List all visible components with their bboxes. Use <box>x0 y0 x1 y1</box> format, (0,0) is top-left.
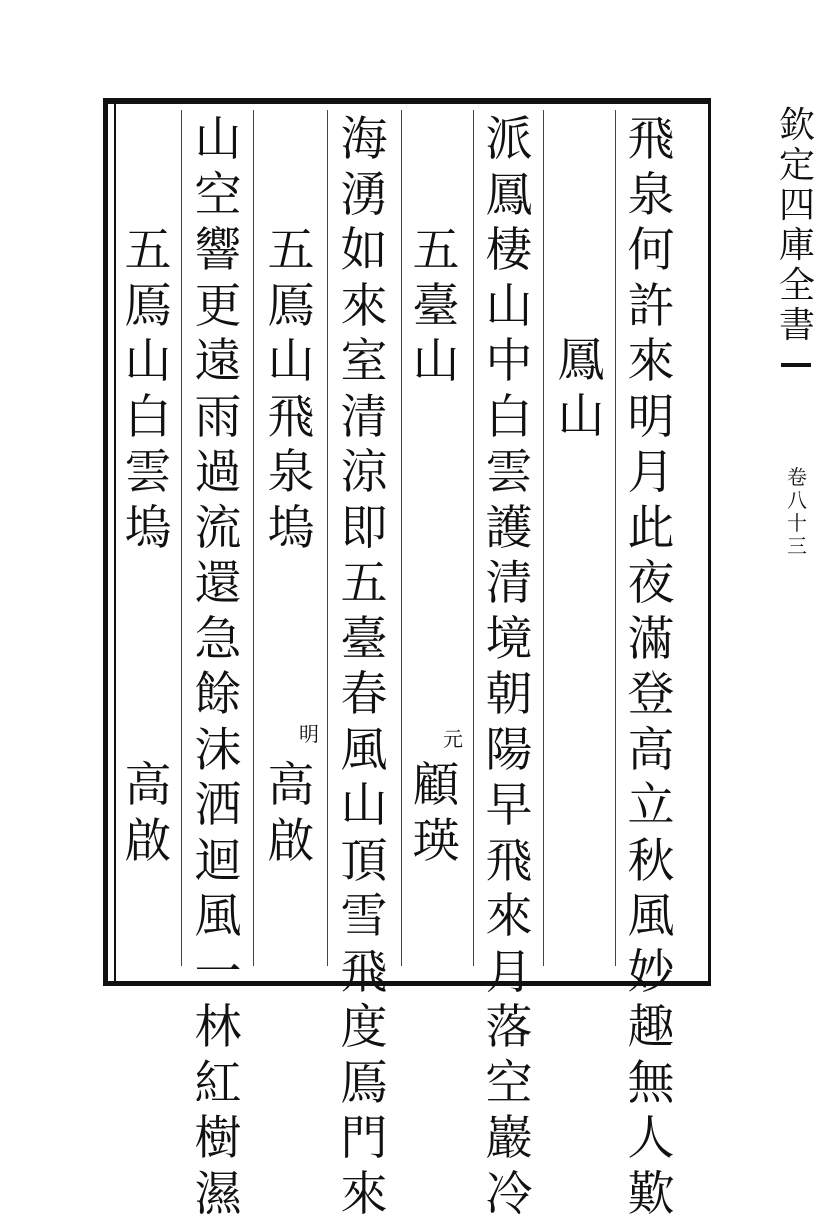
character: 無 <box>628 1056 675 1112</box>
book-title <box>777 106 817 346</box>
character: 山 <box>341 778 388 834</box>
character: 一 <box>195 945 242 1001</box>
character: 雲 <box>125 445 172 501</box>
volume-label <box>785 466 809 558</box>
character: 早 <box>486 778 533 834</box>
character: 來 <box>341 279 388 335</box>
character: 急 <box>195 612 242 668</box>
column-rule <box>253 110 254 966</box>
column-title-baiyunwu <box>120 223 176 556</box>
character: 門 <box>341 1111 388 1167</box>
character: 樹 <box>195 1111 242 1167</box>
column-rule <box>327 110 328 966</box>
character: 巖 <box>486 1111 533 1167</box>
character: 空 <box>486 1056 533 1112</box>
column-title-fengshan <box>553 333 609 444</box>
character: 雪 <box>341 889 388 945</box>
character: 遠 <box>195 334 242 390</box>
character: 山 <box>195 112 242 168</box>
character: 落 <box>486 1000 533 1056</box>
character: 林 <box>195 1000 242 1056</box>
character: 五 <box>413 223 460 279</box>
author-gao-qi-1 <box>263 758 319 869</box>
character: 過 <box>195 445 242 501</box>
author-gu-ying <box>408 758 464 869</box>
character: 歎 <box>628 1167 675 1222</box>
column-title-feiquanwu <box>263 223 319 556</box>
border-left <box>103 98 108 986</box>
dynasty-ming: 明 <box>299 718 319 747</box>
character: 即 <box>341 501 388 557</box>
character: 還 <box>195 556 242 612</box>
character: 立 <box>628 778 675 834</box>
character: 清 <box>341 390 388 446</box>
character: 顧 <box>413 758 460 814</box>
character: 流 <box>195 501 242 557</box>
character: 中 <box>486 334 533 390</box>
character: 啟 <box>125 814 172 870</box>
character: 陽 <box>486 723 533 779</box>
character: 冷 <box>486 1167 533 1222</box>
character: 全 <box>779 266 815 306</box>
character: 春 <box>341 667 388 723</box>
character: 棲 <box>486 223 533 279</box>
character: 度 <box>341 1000 388 1056</box>
character: 塢 <box>125 501 172 557</box>
character: 飛 <box>268 390 315 446</box>
page-frame <box>103 98 711 986</box>
character: 飛 <box>486 834 533 890</box>
dynasty-yuan: 元 <box>443 723 463 752</box>
character: 泉 <box>268 445 315 501</box>
character: 如 <box>341 223 388 279</box>
character: 塢 <box>268 501 315 557</box>
character: 山 <box>268 334 315 390</box>
character: 來 <box>341 1167 388 1222</box>
character: 五 <box>341 556 388 612</box>
column-poem-4 <box>190 112 246 1222</box>
column-rule <box>615 110 616 966</box>
character: 五 <box>125 223 172 279</box>
character: 高 <box>268 758 315 814</box>
character: 白 <box>486 390 533 446</box>
character: 秋 <box>628 834 675 890</box>
character: 趣 <box>628 1000 675 1056</box>
character: 空 <box>195 168 242 224</box>
column-title-wutaishan <box>408 223 464 390</box>
character: 鳫 <box>125 279 172 335</box>
character: 妙 <box>628 945 675 1001</box>
character: 何 <box>628 223 675 279</box>
character: 紅 <box>195 1056 242 1112</box>
character: 定 <box>779 146 815 186</box>
character: 鳫 <box>341 1056 388 1112</box>
character: 雲 <box>486 445 533 501</box>
character: 沫 <box>195 723 242 779</box>
character: 此 <box>628 501 675 557</box>
character: 清 <box>486 556 533 612</box>
column-rule <box>543 110 544 966</box>
character: 泉 <box>628 168 675 224</box>
character: 三 <box>787 535 807 558</box>
character: 欽 <box>779 106 815 146</box>
column-poem-3 <box>336 112 392 1222</box>
character: 山 <box>486 279 533 335</box>
character: 護 <box>486 501 533 557</box>
character: 白 <box>125 390 172 446</box>
character: 頂 <box>341 834 388 890</box>
character: 人 <box>628 1111 675 1167</box>
character: 明 <box>628 390 675 446</box>
character: 月 <box>486 945 533 1001</box>
character: 餘 <box>195 667 242 723</box>
character: 來 <box>486 889 533 945</box>
character: 風 <box>628 889 675 945</box>
character: 滿 <box>628 612 675 668</box>
character: 五 <box>268 223 315 279</box>
character: 更 <box>195 279 242 335</box>
character: 鳳 <box>558 333 605 389</box>
character: 夜 <box>628 556 675 612</box>
character: 高 <box>628 723 675 779</box>
character: 山 <box>558 389 605 445</box>
column-rule <box>473 110 474 966</box>
character: 境 <box>486 612 533 668</box>
character: 響 <box>195 223 242 279</box>
gutter-divider <box>781 363 811 367</box>
character: 四 <box>779 186 815 226</box>
author-gao-qi-2 <box>120 758 176 869</box>
character: 朝 <box>486 667 533 723</box>
character: 濕 <box>195 1167 242 1222</box>
character: 雨 <box>195 390 242 446</box>
character: 十 <box>787 512 807 535</box>
character: 臺 <box>413 279 460 335</box>
column-rule <box>401 110 402 966</box>
character: 海 <box>341 112 388 168</box>
character: 登 <box>628 667 675 723</box>
character: 月 <box>628 445 675 501</box>
character: 鳫 <box>268 279 315 335</box>
character: 洒 <box>195 778 242 834</box>
gutter-margin <box>711 98 803 986</box>
character: 湧 <box>341 168 388 224</box>
column-poem-2 <box>481 112 537 1222</box>
character: 飛 <box>341 945 388 1001</box>
column-rule <box>181 110 182 966</box>
character: 臺 <box>341 612 388 668</box>
character: 啟 <box>268 814 315 870</box>
character: 許 <box>628 279 675 335</box>
character: 八 <box>787 489 807 512</box>
character: 瑛 <box>413 814 460 870</box>
character: 風 <box>341 723 388 779</box>
character: 飛 <box>628 112 675 168</box>
column-poem-1-end <box>623 112 679 1222</box>
character: 高 <box>125 758 172 814</box>
character: 迴 <box>195 834 242 890</box>
border-left-inner <box>114 98 116 986</box>
character: 書 <box>779 306 815 346</box>
character: 山 <box>125 334 172 390</box>
character: 涼 <box>341 445 388 501</box>
character: 來 <box>628 334 675 390</box>
character: 鳳 <box>486 168 533 224</box>
character: 風 <box>195 889 242 945</box>
character: 室 <box>341 334 388 390</box>
character: 派 <box>486 112 533 168</box>
border-top <box>103 98 711 104</box>
character: 庫 <box>779 226 815 266</box>
character: 山 <box>413 334 460 390</box>
character: 卷 <box>787 466 807 489</box>
